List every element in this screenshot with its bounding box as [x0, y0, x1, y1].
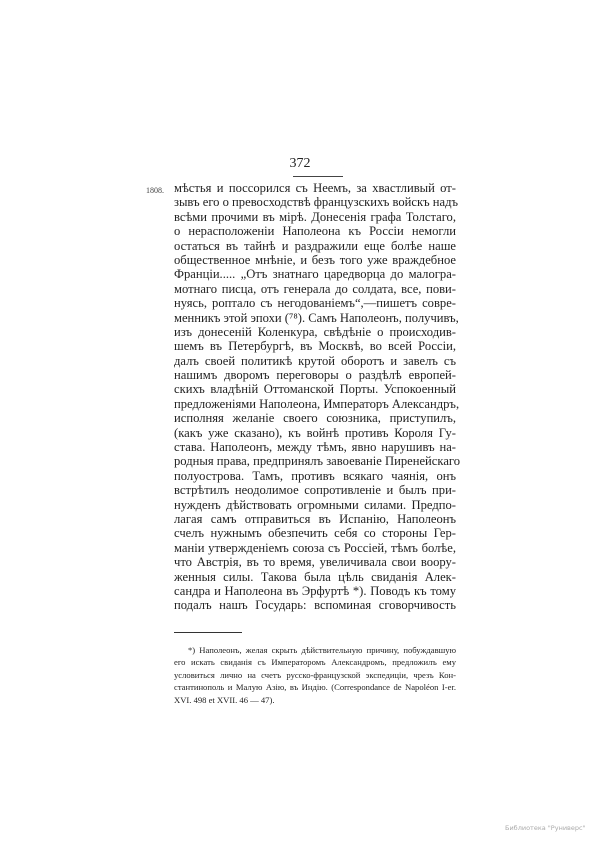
text-line: мотнаго писца, отъ генерала до солдата, все, пови-	[174, 281, 456, 296]
footnote-line: стантинополь и Малую Азію, въ Индію. (Correspondance de Napoléon I-er.	[174, 682, 456, 693]
text-line: всѣми прочими въ мірѣ. Донесенія графа Толстаго,	[174, 209, 456, 224]
text-line: лагая самъ отправиться въ Испанію, Наполеонъ	[174, 511, 456, 526]
text-line: остаться въ тайнѣ и раздражили еще болѣе наше	[174, 238, 456, 253]
text-line: общественное мнѣніе, и безъ того уже враждебное	[174, 252, 456, 267]
text-line: что Австрія, въ то время, увеличивала свои воору-	[174, 555, 456, 570]
text-line: изъ донесеній Коленкура, свѣдѣніе о происходив-	[174, 324, 456, 339]
text-line: нуясь, роптало съ негодованіемъ“,—пишетъ совре-	[174, 296, 456, 311]
text-line: скихъ владѣній Оттоманской Порты. Успокоенный	[174, 382, 456, 397]
text-line: нужденъ дѣйствовать огромными силами. Предпо-	[174, 497, 456, 512]
text-line: става. Наполеонъ, между тѣмъ, явно нарушивъ на-	[174, 440, 456, 455]
text-line: менникъ этой эпохи (⁷⁸). Самъ Наполеонъ, получивъ,	[174, 310, 459, 325]
page-number-rule	[293, 176, 343, 177]
text-line: зывъ его о превосходствѣ французскихъ войскъ надъ	[174, 195, 459, 210]
text-line: родныя права, предпринялъ завоеваніе Пиренейскаго	[174, 454, 461, 469]
footnote-line: XVI. 498 et XVII. 46 — 47).	[174, 694, 275, 705]
text-line: женныя силы. Такова была цѣль свиданія Алек-	[174, 569, 456, 584]
text-line: встрѣтилъ неодолимое сопротивленіе и былъ при-	[174, 483, 456, 498]
text-line: счелъ нужнымъ обезпечить себя со стороны Гер-	[174, 526, 456, 541]
text-line: подалъ нашъ Государь: вспоминая сговорчивость	[174, 598, 456, 613]
text-line: шемъ въ Петербургѣ, въ Москвѣ, во всей Россіи,	[174, 339, 456, 354]
text-line: далъ своей политикѣ крутой оборотъ и завелъ съ	[174, 353, 456, 368]
footnote-divider	[174, 632, 242, 633]
text-line: мѣстья и поссорился съ Неемъ, за хвастливый от-	[174, 181, 456, 195]
text-line: (какъ уже сказано), къ войнѣ противъ Короля Гу-	[174, 425, 456, 440]
text-line: предложеніями Наполеона, Императоръ Александръ,	[174, 396, 460, 411]
footnote-line: *) Наполеонъ, желая скрыть дѣйствительную причину, побуждавшую	[188, 645, 456, 655]
body-text	[174, 181, 461, 613]
text-line: о нерасположеніи Наполеона къ Россіи немогли	[174, 224, 456, 239]
text-line: нашимъ дворомъ переговоры о раздѣлѣ европей-	[174, 368, 456, 383]
footnote	[174, 644, 456, 706]
footnote-line: его искать свиданія съ Императоромъ Александромъ, предложилъ ему	[174, 657, 456, 668]
text-line: Франціи..... „Отъ знатнаго царедворца до малогра-	[174, 267, 456, 282]
text-line: маніи утвержденіемъ союза съ Россіей, тѣмъ болѣе,	[174, 540, 456, 555]
page-number: 372	[289, 156, 311, 171]
margin-year-note: 1808.	[146, 186, 164, 195]
text-line: сандра и Наполеона въ Эрфуртѣ *). Поводъ къ тому	[174, 583, 456, 598]
text-line: исполняя желаніе своего союзника, приступилъ,	[174, 411, 456, 426]
watermark: Библиотека "Руниверс"	[505, 824, 586, 832]
text-line: полуострова. Тамъ, противъ всякаго чаянія, онъ	[174, 468, 456, 483]
footnote-line: условиться лично на счетъ русско-французской экспедиціи, чрезъ Кон-	[174, 669, 456, 680]
